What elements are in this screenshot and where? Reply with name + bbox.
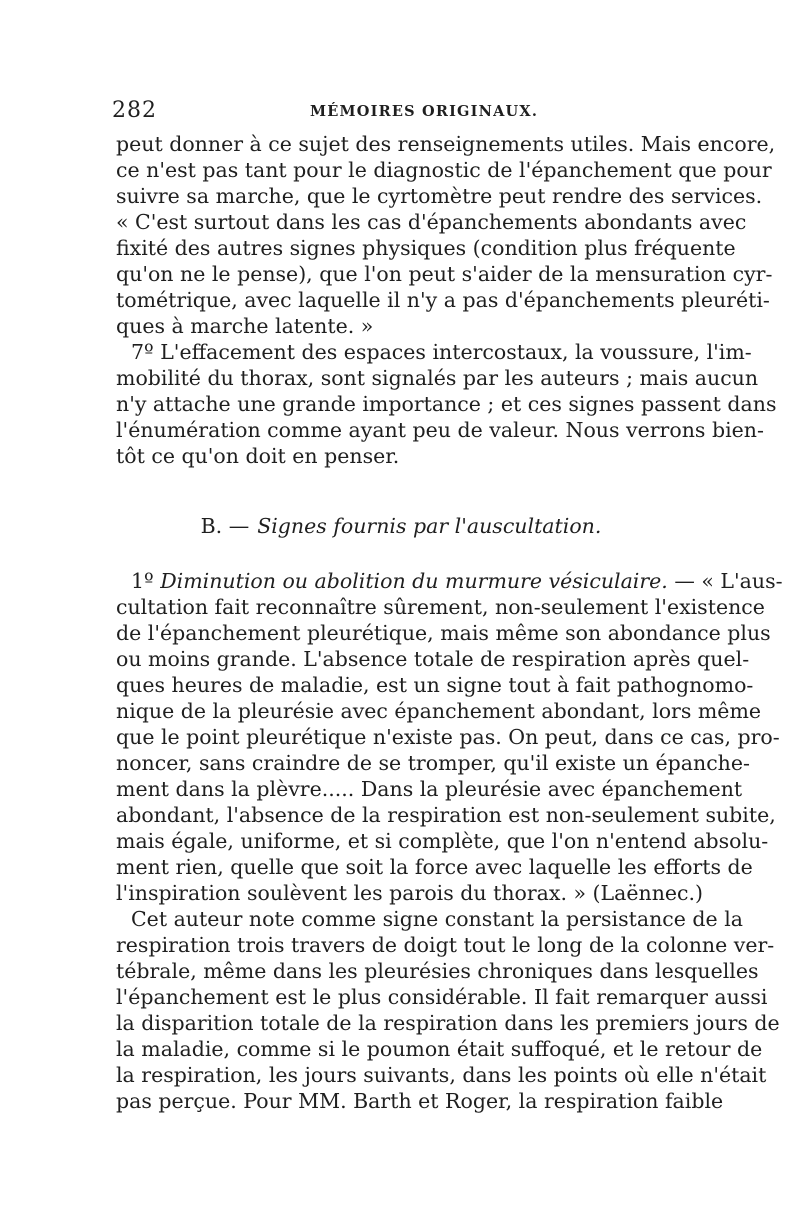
text-line <box>116 568 783 594</box>
text-line: « C'est surtout dans les cas d'épanchements abondants avec <box>116 210 747 234</box>
text-line: noncer, sans craindre de se tromper, qu'il existe un épanche- <box>116 751 750 775</box>
paragraph-block-1 <box>116 131 777 469</box>
text-line: ce n'est pas tant pour le diagnostic de l'épanchement que pour <box>116 158 772 182</box>
section-heading <box>116 512 686 540</box>
text-line: de l'épanchement pleurétique, mais même son abondance plus <box>116 621 771 645</box>
text-line: l'inspiration soulèvent les parois du thorax. » (Laënnec.) <box>116 881 704 905</box>
text-line: qu'on ne le pense), que l'on peut s'aider de la mensuration cyr- <box>116 262 773 286</box>
text-line: la disparition totale de la respiration dans les premiers jours de <box>116 1011 780 1035</box>
text-fragment: — « L'aus- <box>667 569 783 593</box>
text-line: la respiration, les jours suivants, dans les points où elle n'était <box>116 1063 767 1087</box>
page-number: 282 <box>112 98 157 123</box>
text-line: l'énumération comme ayant peu de valeur. Nous verrons bien- <box>116 418 764 442</box>
text-line: ment dans la plèvre..... Dans la pleurésie avec épanchement <box>116 777 743 801</box>
section-title: Signes fournis par l'auscultation. <box>257 514 602 538</box>
text-line: suivre sa marche, que le cyrtomètre peut rendre des services. <box>116 184 763 208</box>
text-line: respiration trois travers de doigt tout le long de la colonne ver- <box>116 933 775 957</box>
text-line: ques heures de maladie, est un signe tout à fait pathognomo- <box>116 673 754 697</box>
text-line: tôt ce qu'on doit en penser. <box>116 444 400 468</box>
text-line: la maladie, comme si le poumon était suffoqué, et le retour de <box>116 1037 763 1061</box>
text-line: mobilité du thorax, sont signalés par les auteurs ; mais aucun <box>116 366 759 390</box>
text-line: ques à marche latente. » <box>116 314 374 338</box>
section-label: B. — <box>200 514 250 538</box>
text-line: cultation fait reconnaître sûrement, non-seulement l'existence <box>116 595 765 619</box>
text-line: pas perçue. Pour MM. Barth et Roger, la respiration faible <box>116 1089 724 1113</box>
text-line: que le point pleurétique n'existe pas. On peut, dans ce cas, pro- <box>116 725 780 749</box>
text-line: mais égale, uniforme, et si complète, que l'on n'entend absolu- <box>116 829 769 853</box>
subsection-title: Diminution ou abolition du murmure vésiculaire. <box>160 569 668 593</box>
text-line: nique de la pleurésie avec épanchement abondant, lors même <box>116 699 762 723</box>
text-line: Cet auteur note comme signe constant la persistance de la <box>131 907 743 931</box>
text-line: fixité des autres signes physiques (condition plus fréquente <box>116 236 736 260</box>
text-line: n'y attache une grande importance ; et ces signes passent dans <box>116 392 777 416</box>
text-line: tométrique, avec laquelle il n'y a pas d'épanchements pleuréti- <box>116 288 770 312</box>
text-line: l'épanchement est le plus considérable. Il fait remarquer aussi <box>116 985 768 1009</box>
paragraph-block-2 <box>116 568 783 1114</box>
running-title: MÉMOIRES ORIGINAUX. <box>310 103 539 120</box>
text-line: peut donner à ce sujet des renseignements utiles. Mais encore, <box>116 132 776 156</box>
running-head <box>112 98 688 128</box>
text-line: ou moins grande. L'absence totale de respiration après quel- <box>116 647 750 671</box>
item-number: 1º <box>131 569 161 593</box>
text-line: tébrale, même dans les pleurésies chroniques dans lesquelles <box>116 959 759 983</box>
text-line: ment rien, quelle que soit la force avec laquelle les efforts de <box>116 855 753 879</box>
text-line: 7º L'effacement des espaces intercostaux, la voussure, l'im- <box>131 340 752 364</box>
text-line: abondant, l'absence de la respiration est non-seulement subite, <box>116 803 776 827</box>
